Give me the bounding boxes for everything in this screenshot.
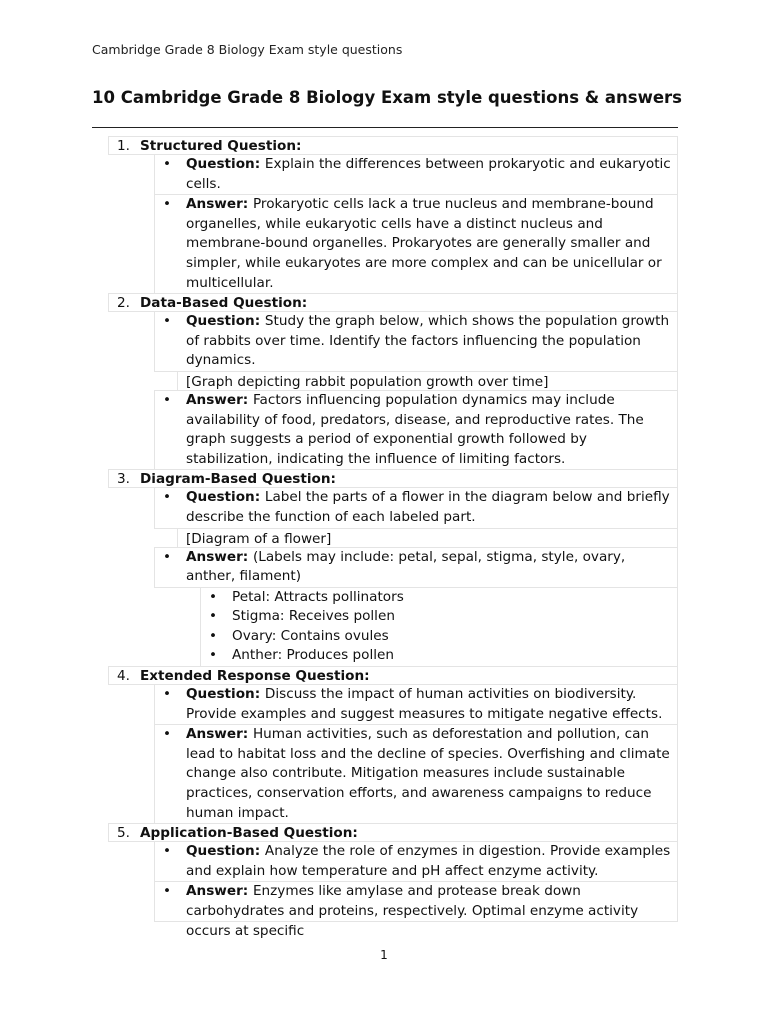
question-label: Question: xyxy=(186,313,265,330)
bullet-icon: • xyxy=(162,313,172,330)
answer-item xyxy=(154,547,678,588)
bullet-icon: • xyxy=(208,627,218,644)
answer-item xyxy=(154,724,678,824)
section-heading xyxy=(108,823,678,842)
answer-item xyxy=(154,194,678,294)
list-item-text: Anther: Produces pollen xyxy=(232,647,395,664)
bullet-icon: • xyxy=(208,647,218,664)
section-number: 3. xyxy=(117,471,130,488)
section-number: 5. xyxy=(117,825,130,842)
list-item-text: Ovary: Contains ovules xyxy=(232,627,389,644)
page-number: 1 xyxy=(380,948,388,962)
section-number: 4. xyxy=(117,668,130,685)
question-text: Discuss the impact of human activities on biodiversity. Provide examples and suggest measures to mitigate negative effects. xyxy=(186,686,663,722)
section-heading xyxy=(108,469,678,488)
graph-placeholder: [Graph depicting rabbit population growth over time] xyxy=(177,371,678,391)
title-rule xyxy=(92,127,678,128)
question-text: Explain the differences between prokaryotic and eukaryotic cells. xyxy=(186,156,671,192)
bullet-icon: • xyxy=(162,489,172,506)
question-label: Question: xyxy=(186,843,265,860)
question-item xyxy=(154,684,678,725)
answer-label: Answer: xyxy=(186,391,253,408)
answer-text: Enzymes like amylase and protease break down carbohydrates and proteins, respectively. Optimal enzyme activity occurs at specific xyxy=(186,883,639,939)
section-title: Application-Based Question: xyxy=(140,825,358,842)
list-item xyxy=(201,627,677,647)
bullet-icon: • xyxy=(162,883,172,900)
flower-parts-list xyxy=(200,587,678,667)
bullet-icon: • xyxy=(162,156,172,172)
question-label: Question: xyxy=(186,489,265,506)
question-label: Question: xyxy=(186,686,265,703)
answer-item xyxy=(154,881,678,939)
question-text: Label the parts of a flower in the diagram below and briefly describe the function of each labeled part. xyxy=(186,489,670,525)
answer-label: Answer: xyxy=(186,548,253,565)
answer-text: Human activities, such as deforestation and pollution, can lead to habitat loss and the decline of species. Overfishing and climate change also contribute. Mitigation measures include sustainable practices, conservation efforts, and awareness campaigns to reduce human impact. xyxy=(186,726,670,821)
question-label: Question: xyxy=(186,156,265,172)
list-item xyxy=(201,646,677,666)
answer-text: (Labels may include: petal, sepal, stigma, style, ovary, anther, filament) xyxy=(186,548,626,585)
bullet-icon: • xyxy=(208,608,218,625)
bullet-icon: • xyxy=(162,686,172,703)
section-title: Data-Based Question: xyxy=(140,295,308,312)
section-heading xyxy=(108,293,678,312)
bullet-icon: • xyxy=(162,548,172,565)
bullet-icon: • xyxy=(162,726,172,743)
list-item xyxy=(201,607,677,627)
document-title: 10 Cambridge Grade 8 Biology Exam style questions & answers xyxy=(92,88,682,107)
list-item xyxy=(201,588,677,608)
answer-label: Answer: xyxy=(186,726,253,743)
section-heading xyxy=(108,136,678,155)
list-item-text: Stigma: Receives pollen xyxy=(232,608,395,625)
bullet-icon: • xyxy=(162,196,172,213)
diagram-placeholder: [Diagram of a flower] xyxy=(177,528,678,548)
question-text: Study the graph below, which shows the population growth of rabbits over time. Identify the factors influencing the population dynamics. xyxy=(186,313,670,369)
section-title: Extended Response Question: xyxy=(140,668,370,685)
question-item xyxy=(154,487,678,528)
question-item xyxy=(154,311,678,372)
section-number: 2. xyxy=(117,295,130,312)
section-number: 1. xyxy=(117,138,130,154)
answer-item xyxy=(154,390,678,470)
question-list xyxy=(108,137,678,939)
answer-text: Prokaryotic cells lack a true nucleus and membrane-bound organelles, while eukaryotic cells have a distinct nucleus and membrane-bound organelles. Prokaryotes are generally smaller and simpler, while eukaryotes are more complex and can be unicellular or multicellular. xyxy=(186,196,662,291)
bullet-icon: • xyxy=(208,588,218,605)
section-title: Diagram-Based Question: xyxy=(140,471,336,488)
answer-text: Factors influencing population dynamics may include availability of food, predators, disease, and reproductive rates. The graph suggests a period of exponential growth followed by stabilization, indicating the influence of limiting factors. xyxy=(186,391,644,467)
bullet-icon: • xyxy=(162,843,172,860)
list-item-text: Petal: Attracts pollinators xyxy=(232,588,404,605)
answer-label: Answer: xyxy=(186,883,253,900)
page-header: Cambridge Grade 8 Biology Exam style questions xyxy=(92,42,403,57)
section-title: Structured Question: xyxy=(140,138,302,154)
question-item xyxy=(154,841,678,882)
answer-label: Answer: xyxy=(186,196,253,213)
bullet-icon: • xyxy=(162,391,172,408)
question-text: Analyze the role of enzymes in digestion. Provide examples and explain how temperature and pH affect enzyme activity. xyxy=(186,843,671,879)
question-item xyxy=(154,154,678,195)
section-heading xyxy=(108,666,678,685)
